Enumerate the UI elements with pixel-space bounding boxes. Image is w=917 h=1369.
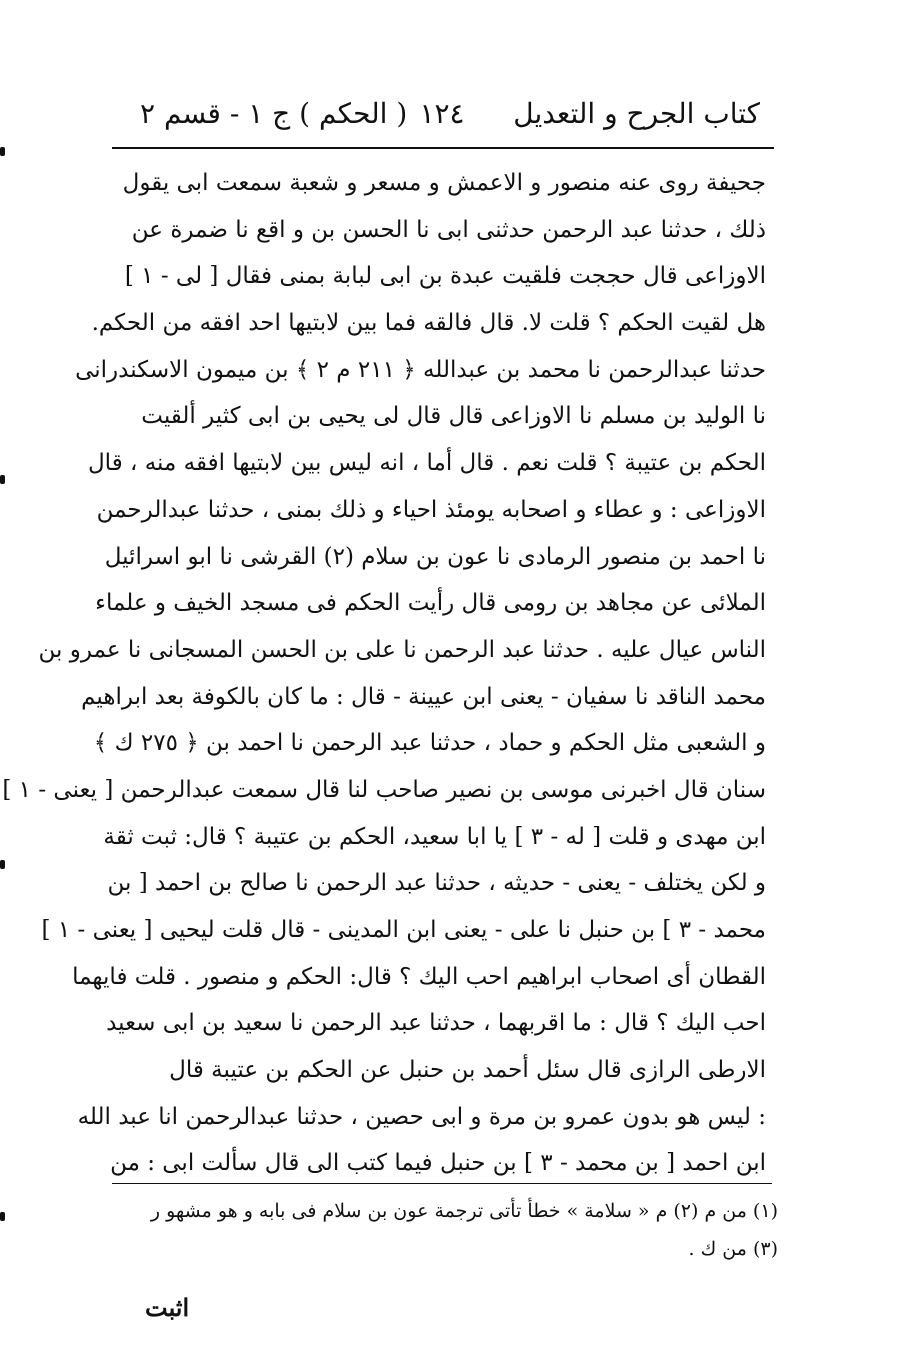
- text-line: ابن احمد [ بن محمد - ٣ ] بن حنبل فيما كتب الى قال سألت ابى : من: [110, 1150, 766, 1177]
- scan-mark: [0, 475, 5, 484]
- text-line: ابن مهدى و قلت [ له - ٣ ] يا ابا سعيد، الحكم بن عتيبة ؟ قال: ثبت ثقة: [103, 823, 766, 850]
- book-title: كتاب الجرح و التعديل: [513, 97, 760, 130]
- footnotes: [118, 1192, 778, 1268]
- page-number: ١٢٤: [419, 97, 465, 130]
- text-line: القطان أى اصحاب ابراهيم احب اليك ؟ قال: الحكم و منصور . قلت فايهما: [72, 963, 766, 990]
- text-line: جحيفة روى عنه منصور و الاعمش و مسعر و شعبة سمعت ابى يقول: [122, 170, 766, 196]
- text-line: ذلك ، حدثنا عبد الرحمن حدثنى ابى نا الحسن بن و اقع نا ضمرة عن: [131, 216, 766, 243]
- text-line: و لكن يختلف - يعنى - حديثه ، حدثنا عبد الرحمن نا صالح بن احمد [ بن: [107, 870, 766, 897]
- section-part: ( الحكم ) ج ١ - قسم ٢: [140, 97, 408, 130]
- text-line: هل لقيت الحكم ؟ قلت لا. قال فالقه فما بين لابتيها احد افقه من الحكم.: [91, 310, 766, 337]
- text-line: احب اليك ؟ قال : ما اقربهما ، حدثنا عبد الرحمن نا سعيد بن ابى سعيد: [106, 1010, 766, 1037]
- text-line: الملائى عن مجاهد بن رومى قال رأيت الحكم فى مسجد الخيف و علماء: [95, 590, 766, 617]
- footnote-rule: [112, 1183, 772, 1184]
- main-text: [2, 160, 766, 1187]
- scan-mark: [0, 1212, 5, 1221]
- footnote-line: (١) من م (٢) م « سلامة » خطأ تأتى ترجمة عون بن سلام فى بابه و هو مشهو ر: [150, 1200, 778, 1222]
- header-rule: [112, 147, 774, 149]
- text-line: الحكم بن عتيبة ؟ قلت نعم . قال أما ، انه ليس بين لابتيها افقه منه ، قال: [87, 450, 766, 477]
- scan-mark: [0, 860, 5, 869]
- text-line: الارطى الرازى قال سئل أحمد بن حنبل عن الحكم بن عتيبة قال: [169, 1057, 766, 1084]
- text-line: محمد الناقد نا سفيان - يعنى ابن عيينة - قال : ما كان بالكوفة بعد ابراهيم: [81, 683, 766, 710]
- running-header: [112, 92, 772, 138]
- text-line: الناس عيال عليه . حدثنا عبد الرحمن نا على بن الحسن المسجانى نا عمرو بن: [38, 636, 766, 663]
- text-line: نا احمد بن منصور الرمادى نا عون بن سلام (٢) القرشى نا ابو اسرائيل: [104, 543, 766, 570]
- text-line: : ليس هو بدون عمرو بن مرة و ابى حصين ، حدثنا عبدالرحمن انا عبد الله: [77, 1103, 766, 1130]
- text-line: الاوزاعى : و عطاء و اصحابه يومئذ احياء و ذلك بمنى ، حدثنا عبدالرحمن: [96, 496, 766, 523]
- text-line: محمد - ٣ ] بن حنبل نا على - يعنى ابن المدينى - قال قلت ليحيى [ يعنى - ١ ]: [41, 917, 766, 943]
- text-line: حدثنا عبدالرحمن نا محمد بن عبدالله ﴿ ٢١١ م ٢ ﴾ بن ميمون الاسكندرانى: [75, 356, 766, 383]
- text-line: سنان قال اخبرنى موسى بن نصير صاحب لنا قال سمعت عبدالرحمن [ يعنى - ١ ]: [2, 776, 766, 803]
- text-line: و الشعبى مثل الحكم و حماد ، حدثنا عبد الرحمن نا احمد بن ﴿ ٢٧٥ ك ﴾: [93, 730, 766, 757]
- footnote-line: (٣) من ك .: [688, 1238, 778, 1260]
- catchword: اثبت: [145, 1293, 190, 1322]
- scan-mark: [0, 147, 5, 156]
- text-line: نا الوليد بن مسلم نا الاوزاعى قال قال لى يحيى بن ابى كثير ألقيت: [141, 403, 766, 430]
- text-line: الاوزاعى قال حججت فلقيت عبدة بن ابى لبابة بمنى فقال [ لى - ١ ]: [124, 263, 766, 290]
